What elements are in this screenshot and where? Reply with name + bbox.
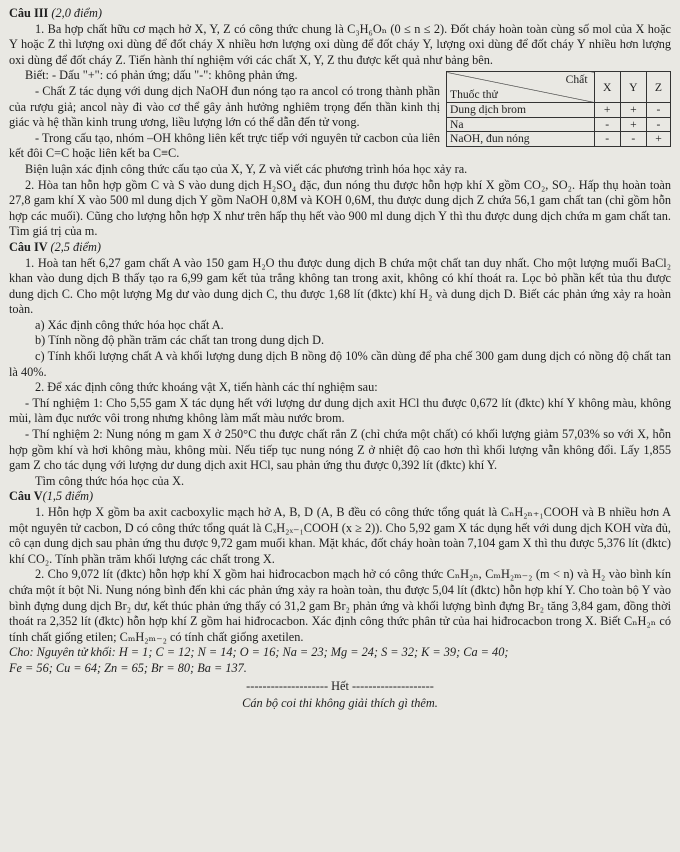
cau-4-question-1-text: 1. Hoà tan hết 6,27 gam chất A vào 150 gam H₂O thu được dung dịch B chứa một chất tan duy nhất. Cho một lượng muối BaCl₂ khan vào dung dịch B thấy tạo ra 6,99 gam kết tủa trắng không tan trong axit, không có khí thoát ra. Lọc bỏ phần kết tủa thu được dung dịch C. Cho một lượng Mg dư vào dung dịch C, thu được 1,68 lít (đktc) khí H₂ và dung dịch D. Biết các phản ứng xảy ra hoàn toàn. [9, 255, 671, 317]
atomic-masses-line-2: Fe = 56; Cu = 64; Zn = 65; Br = 80; Ba = 137. [9, 660, 247, 675]
end-marker: -------------------- Hết -------------------- [246, 678, 434, 693]
cau-4-task: Tìm công thức hóa học của X. [35, 473, 185, 488]
cau-3-note-sign: Biết: - Dấu "+": có phản ứng; dấu "-": không phản ứng. [25, 68, 298, 83]
table-cell: - [594, 117, 620, 131]
table-cell: + [620, 117, 646, 131]
table-corner-cell: Chất Thuốc thử [447, 72, 595, 103]
table-col-header: X [594, 72, 620, 103]
cau-3-note-oh: - Trong cấu tạo, nhóm –OH không liên kết trực tiếp với nguyên tử cacbon của liên kết đôi C=C hoặc liên kết ba C≡C. [9, 130, 440, 161]
section-heading-cau-3: Câu III (2,0 điểm) [9, 6, 102, 20]
table-cell: - [594, 132, 620, 146]
cau-4-experiment-2: - Thí nghiệm 2: Nung nóng m gam X ở 250°C thu được chất rắn Z (chỉ chứa một chất) có khối lượng giảm 57,03% so với X, hỗn hợp gồm khí và hơi không màu, không mùi. Nếu tiếp tục nung nóng Z ở nhiệt độ cao hơn thì khối lượng vẫn không đổi. Lấy 1,855 gam Z cho tác dụng với lượng dư dung dịch axit HCl, sau phản ứng thu được 0,392 lít (đktc) khí Y. [9, 427, 671, 473]
cau-5-question-2-text: 2. Cho 9,072 lít (đktc) hỗn hợp khí X gồm hai hiđrocacbon mạch hở có công thức CₙH₂ₙ, CₘH₂ₘ₋₂ (m < n) và H₂ vào bình kín chứa một ít bột Ni. Nung nóng bình đến khi các phản ứng xảy ra hoàn toàn, thu được 5,04 lít (đktc) hỗn hợp khí Y. Cho toàn bộ Y vào bình đựng dung dịch Br₂ dư, kết thúc phản ứng thấy có 31,2 gam Br₂ phản ứng và khối lượng bình đựng Br₂ tăng 3,84 gam, đồng thời thoát ra 2,352 lít (đktc) hỗn hợp khí Z gồm hai hiđrocacbon. Xác định công thức phân tử của hai hiđrocacbon trong X. Biết CₙH₂ₙ có tính chất giống etilen; CₘH₂ₘ₋₂ có tính chất giống axetilen. [9, 567, 671, 644]
table-row [447, 132, 671, 146]
cau-4-part-b: b) Tính nồng độ phần trăm các chất tan trong dung dịch D. [35, 333, 325, 348]
row-label: NaOH, đun nóng [447, 132, 595, 146]
table-cell: - [620, 132, 646, 146]
cau-4-part-a: a) Xác định công thức hóa học chất A. [35, 317, 224, 332]
table-row [447, 103, 671, 117]
section-heading-cau-5: Câu V(1,5 điểm) [9, 489, 94, 504]
cau-4-part-c: c) Tính khối lượng chất A và khối lượng dung dịch B nồng độ 10% cần dùng để pha chế 300 gam dung dịch có nồng độ chất tan là 40%. [9, 349, 671, 379]
section-heading-cau-4: Câu IV (2,5 điểm) [9, 239, 102, 254]
table-cell: + [646, 132, 670, 146]
table-row [447, 117, 671, 131]
table-cell: + [594, 103, 620, 117]
row-label: Na [447, 117, 595, 131]
table-col-header: Z [646, 72, 670, 103]
table-col-header: Y [620, 72, 646, 103]
proctor-note: Cán bộ coi thi không giải thích gì thêm. [242, 696, 438, 711]
row-label: Dung dịch brom [447, 103, 595, 117]
cau-3-note-z: - Chất Z tác dụng với dung dịch NaOH đun nóng tạo ra ancol có trong thành phần của rượu giả; ancol này đi vào cơ thể gây ảnh hưởng nghiêm trọng đến thần kinh thị giác và hệ thần kinh trung ương, liều lượng lớn có thể dẫn đến tử vong. [9, 83, 440, 130]
reagent-results-table [446, 71, 671, 146]
cau-3-question-1-text: 1. Ba hợp chất hữu cơ mạch hở X, Y, Z có công thức chung là C₃H₆Oₙ (0 ≤ n ≤ 2). Đốt cháy hoàn toàn cùng số mol của X hoặc Y hoặc Z thì lượng oxi dùng để đốt cháy X nhiều hơn lượng oxi dùng để đốt cháy Y, lượng oxi dùng để đốt cháy Y nhiều hơn lượng oxi dùng để đốt cháy Z. Tiến hành thí nghiệm với các chất X, Y, Z thu được kết quả như bảng bên. [9, 21, 671, 67]
cau-5-question-1-text: 1. Hỗn hợp X gồm ba axit cacboxylic mạch hở A, B, D (A, B đều có công thức tổng quát là CₙH₂ₙ₊₁COOH và B nhiều hơn A một nguyên tử cacbon, D có công thức tổng quát là CₓH₂ₓ₋₁COOH (x ≥ 2)). Cho 5,92 gam X tác dụng hết với dung dịch KOH vừa đủ, cô cạn dung dịch sau phản ứng thu được 9,72 gam muối khan. Mặt khác, đốt cháy hoàn toàn 7,104 gam X thì thu được 5,376 lít (đktc) khí CO₂. Tính phần trăm khối lượng các chất trong X. [9, 505, 671, 566]
table-cell: + [620, 103, 646, 117]
cau-3-task: Biện luận xác định công thức cấu tạo của X, Y, Z và viết các phương trình hóa học xảy ra. [25, 161, 468, 176]
cau-4-question-2-text: 2. Để xác định công thức khoáng vật X, tiến hành các thí nghiệm sau: [35, 380, 378, 395]
atomic-masses-line-1: Cho: Nguyên tử khối: H = 1; C = 12; N = 14; O = 16; Na = 23; Mg = 24; S = 32; K = 39; Ca = 40; [9, 645, 509, 660]
cau-3-question-2-text: 2. Hòa tan hỗn hợp gồm C và S vào dung dịch H₂SO₄ đặc, đun nóng thu được hỗn hợp khí X gồm CO₂, SO₂. Hấp thụ hoàn toàn 27,8 gam khí X vào 500 ml dung dịch Y gồm NaOH 0,8M và KOH 0,6M, thu được dung dịch Z chứa 56,1 gam chất tan (chỉ gồm hỗn hợp các muối). Cũng cho lượng hỗn hợp X như trên hấp thụ hết vào 900 ml dung dịch Y thì thu được dung dịch chứa m gam chất tan. Tìm giá trị của m. [9, 177, 671, 239]
cau-4-experiment-1: - Thí nghiệm 1: Cho 5,55 gam X tác dụng hết với lượng dư dung dịch axit HCl thu được 0,672 lít (đktc) khí Y không màu, không mùi, làm đục nước vôi trong nhưng không làm mất màu nước brom. [9, 395, 671, 426]
table-cell: - [646, 117, 670, 131]
table-cell: - [646, 103, 670, 117]
